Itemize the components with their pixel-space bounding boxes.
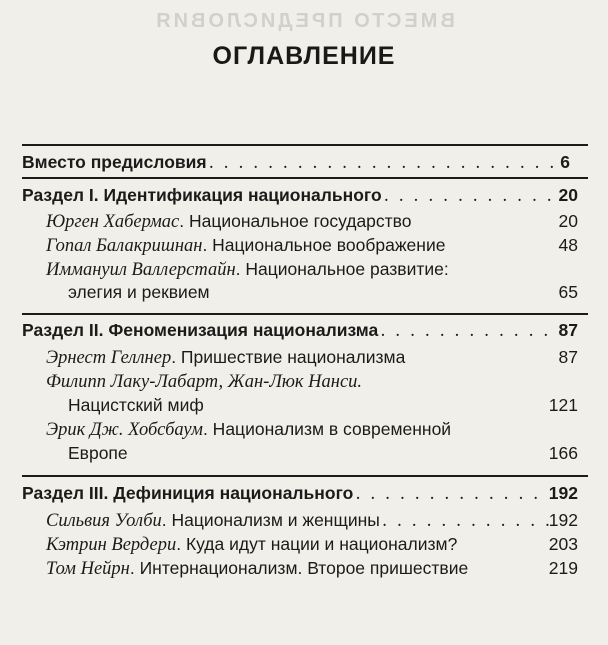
toc-preface — [22, 150, 570, 174]
toc-section — [22, 318, 578, 342]
toc-entry — [46, 532, 578, 556]
page-title: ОГЛАВЛЕНИЕ — [212, 42, 396, 70]
entry-page: 219 — [548, 558, 578, 578]
entry-page: 121 — [548, 395, 578, 415]
divider — [22, 475, 588, 477]
divider — [22, 144, 588, 146]
entry-author: Эрик Дж. Хобсбаум — [46, 420, 203, 440]
entry-author: Эрнест Геллнер — [46, 348, 172, 368]
entry-title-cont: Нацистский миф — [68, 395, 204, 415]
toc-entry-continuation — [68, 280, 578, 304]
entry-title: . Куда идут нации и национализм? — [176, 534, 458, 554]
entry-title: . Национализм и женщины — [161, 510, 380, 530]
leader-dots — [380, 511, 549, 531]
entry-page: 20 — [558, 211, 578, 231]
section-title: Раздел I. Идентификация национального — [22, 185, 382, 205]
toc-preface-page: 6 — [560, 152, 570, 172]
entry-author: Юрген Хабермас — [46, 212, 180, 232]
entry-title: . Интернационализм. Второе пришествие — [129, 558, 469, 578]
entry-title: . Национальное государство — [179, 211, 412, 231]
entry-page: 203 — [548, 534, 578, 554]
entry-author: Гопал Балакришнан — [46, 236, 203, 256]
leader-dots — [382, 186, 559, 206]
section-title: Раздел II. Феноменизация национализма — [22, 320, 379, 340]
toc-preface-title: Вместо предисловия — [22, 152, 207, 172]
toc-section — [22, 481, 578, 505]
entry-page: 48 — [558, 235, 578, 255]
toc-entry — [46, 508, 578, 532]
toc-entry — [46, 257, 578, 281]
toc-section — [22, 183, 578, 207]
entry-title-cont: Европе — [68, 443, 128, 463]
toc-entry — [46, 369, 578, 393]
leader-dots — [207, 153, 561, 173]
section-title: Раздел III. Дефиниция национального — [22, 483, 354, 503]
entry-author: Сильвия Уолби — [46, 511, 162, 531]
entry-author: Том Нейрн — [46, 559, 130, 579]
entry-title: . Пришествие национализма — [171, 347, 406, 367]
entry-title: . Национальное развитие: — [235, 259, 449, 279]
leader-dots — [353, 484, 548, 504]
entry-author: Иммануил Валлерстайн — [46, 260, 236, 280]
entry-title: . Национальное воображение — [202, 235, 446, 255]
toc-entry-continuation — [68, 441, 578, 465]
entry-page: 87 — [558, 347, 578, 367]
section-page: 20 — [558, 185, 578, 205]
entry-page: 65 — [558, 282, 578, 302]
entry-title: . Национализм в современной — [202, 419, 452, 439]
divider — [22, 177, 588, 179]
section-page: 87 — [558, 320, 578, 340]
divider — [22, 313, 588, 315]
toc-entry — [46, 233, 578, 257]
entry-title-cont: элегия и реквием — [68, 282, 210, 302]
entry-page: 166 — [548, 443, 578, 463]
toc-entry — [46, 209, 578, 233]
section-page: 192 — [548, 483, 578, 503]
toc-entry-continuation — [68, 393, 578, 417]
toc-entry — [46, 345, 578, 369]
entry-page: 192 — [548, 510, 578, 530]
leader-dots — [378, 321, 558, 341]
bleed-heading: ВМЕСТО ПРЕДИСЛОВИЯ — [153, 10, 455, 32]
entry-author: Филипп Лаку-Лабарт, Жан-Люк Нанси. — [46, 372, 363, 392]
toc-entry — [46, 556, 578, 580]
entry-author: Кэтрин Вердери — [46, 535, 177, 555]
toc-entry — [46, 417, 578, 441]
